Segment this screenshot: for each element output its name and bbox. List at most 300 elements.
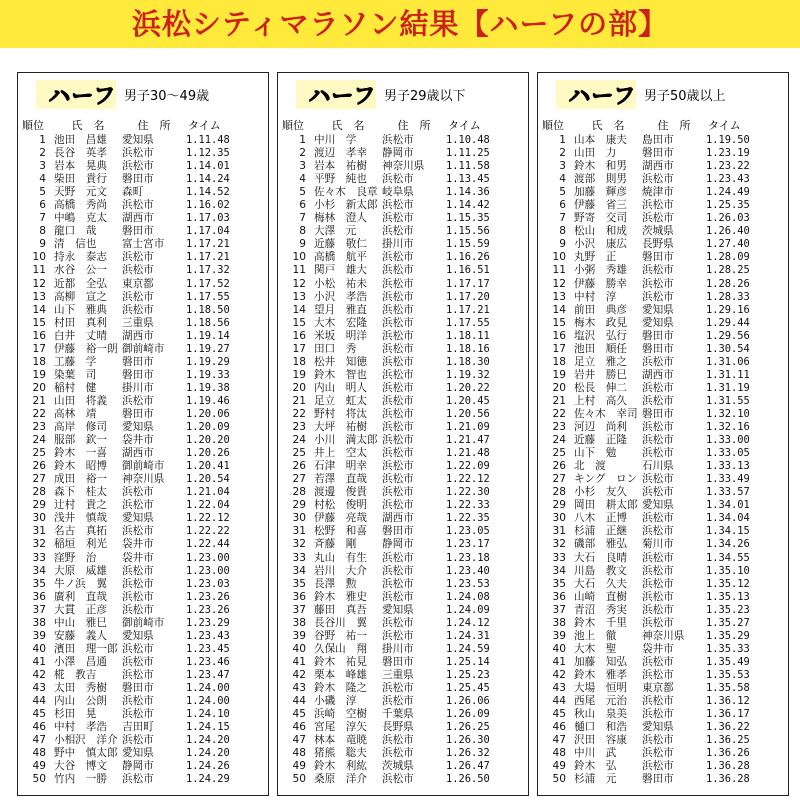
finish-time: 1.36.26 [706, 747, 750, 760]
runner-address: 茨城県 [642, 225, 674, 238]
rank: 37 [32, 603, 46, 616]
finish-time: 1.25.14 [446, 655, 490, 668]
rank: 14 [32, 303, 46, 316]
runner-name: 河辺 尚利 [574, 421, 627, 434]
race-label: ハーフ [568, 84, 636, 109]
category-label: 男子50歳以上 [644, 89, 726, 104]
finish-time: 1.20.09 [186, 421, 230, 434]
finish-time: 1.33.05 [706, 447, 750, 460]
runner-address: 浜松市 [642, 421, 674, 434]
finish-time: 1.14.01 [186, 160, 230, 173]
rank: 42 [292, 668, 306, 681]
finish-time: 1.26.09 [446, 708, 490, 721]
runner-address: 磐田市 [122, 173, 154, 186]
result-row [538, 434, 788, 447]
runner-name: 丸野 正 [574, 251, 617, 264]
runner-address: 浜松市 [122, 577, 154, 590]
runner-address: 浜松市 [122, 603, 154, 616]
result-row [278, 682, 528, 695]
rank: 39 [292, 629, 306, 642]
finish-time: 1.11.58 [446, 160, 490, 173]
finish-time: 1.35.49 [706, 655, 750, 668]
finish-time: 1.35.27 [706, 616, 750, 629]
runner-address: 浜松市 [382, 447, 414, 460]
result-row [18, 186, 268, 199]
runner-name: 村田 真利 [54, 316, 107, 329]
result-row [538, 512, 788, 525]
result-row [278, 591, 528, 604]
runner-address: 浜松市 [382, 434, 414, 447]
result-row [278, 238, 528, 251]
rank: 15 [32, 316, 46, 329]
rank: 37 [292, 603, 306, 616]
rank: 18 [552, 355, 566, 368]
result-row [278, 225, 528, 238]
rank: 17 [32, 342, 46, 355]
rank: 39 [552, 629, 566, 642]
runner-name: 辻村 貴之 [54, 499, 107, 512]
time-header: タイム [188, 119, 221, 132]
result-row [538, 525, 788, 538]
runner-name: 内山 明人 [314, 381, 367, 394]
rank: 6 [39, 199, 46, 212]
runner-address: 吉田町 [122, 721, 154, 734]
runner-address: 袋井市 [122, 434, 154, 447]
runner-name: 杉浦 正継 [574, 525, 627, 538]
finish-time: 1.35.29 [706, 629, 750, 642]
result-row [538, 578, 788, 591]
runner-name: 浅井 慎哉 [54, 512, 107, 525]
rank: 4 [299, 173, 306, 186]
runner-address: 浜松市 [382, 577, 414, 590]
finish-time: 1.16.51 [446, 264, 490, 277]
result-row [18, 212, 268, 225]
runner-name: 水谷 公一 [54, 264, 107, 277]
runner-name: 山崎 直樹 [574, 590, 627, 603]
runner-address: 浜松市 [642, 434, 674, 447]
runner-address: 御前崎市 [122, 616, 165, 629]
runner-name: 望月 雅直 [314, 303, 367, 316]
rank: 7 [559, 212, 566, 225]
result-row [278, 747, 528, 760]
runner-address: 磐田市 [122, 355, 154, 368]
result-row [278, 421, 528, 434]
runner-address: 浜松市 [382, 277, 414, 290]
runner-name: 中嶋 克太 [54, 212, 107, 225]
rank-header: 順位 [282, 119, 304, 132]
rank: 12 [292, 277, 306, 290]
result-row [18, 434, 268, 447]
runner-name: 石津 明幸 [314, 460, 367, 473]
result-row [538, 330, 788, 343]
runner-address: 浜松市 [642, 590, 674, 603]
runner-address: 浜松市 [382, 499, 414, 512]
runner-name: 鈴木 昭博 [54, 460, 107, 473]
result-row [18, 356, 268, 369]
runner-address: 浜松市 [382, 629, 414, 642]
runner-name: 天野 元文 [54, 186, 107, 199]
result-row [538, 721, 788, 734]
finish-time: 1.25.45 [446, 681, 490, 694]
result-row [18, 225, 268, 238]
runner-address: 磐田市 [122, 407, 154, 420]
runner-name: 斉藤 剛 [314, 538, 357, 551]
rank: 28 [552, 486, 566, 499]
finish-time: 1.17.03 [186, 212, 230, 225]
runner-address: 磐田市 [122, 368, 154, 381]
result-row [538, 538, 788, 551]
runner-name: 高橋 航平 [314, 251, 367, 264]
finish-time: 1.35.58 [706, 681, 750, 694]
finish-time: 1.17.21 [186, 251, 230, 264]
runner-name: 松井 知徳 [314, 355, 367, 368]
result-row [18, 708, 268, 721]
rank: 46 [292, 721, 306, 734]
finish-time: 1.34.01 [706, 499, 750, 512]
result-row [278, 278, 528, 291]
runner-name: 樋口 和浩 [574, 721, 627, 734]
result-row [278, 134, 528, 147]
finish-time: 1.20.20 [186, 434, 230, 447]
finish-time: 1.20.45 [446, 394, 490, 407]
rank: 43 [552, 681, 566, 694]
finish-time: 1.24.59 [446, 642, 490, 655]
runner-address: 湖西市 [642, 368, 674, 381]
finish-time: 1.28.25 [706, 264, 750, 277]
runner-address: 磐田市 [642, 407, 674, 420]
finish-time: 1.34.55 [706, 551, 750, 564]
runner-name: 渡部 則男 [574, 173, 627, 186]
runner-name: 鈴木 雅孝 [574, 668, 627, 681]
runner-address: 浜松市 [382, 394, 414, 407]
finish-time: 1.34.04 [706, 512, 750, 525]
runner-address: 石川県 [642, 460, 674, 473]
column-header [278, 119, 528, 132]
runner-name: 中川 武 [574, 747, 617, 760]
finish-time: 1.26.50 [446, 773, 490, 786]
rank: 40 [292, 642, 306, 655]
finish-time: 1.28.26 [706, 277, 750, 290]
runner-address: 菊川市 [642, 538, 674, 551]
result-row [18, 760, 268, 773]
result-row [278, 512, 528, 525]
runner-address: 浜松市 [642, 564, 674, 577]
result-row [18, 147, 268, 160]
rank: 40 [552, 642, 566, 655]
finish-time: 1.24.15 [186, 721, 230, 734]
finish-time: 1.20.26 [186, 447, 230, 460]
result-row [18, 173, 268, 186]
runner-name: 杉浦 元 [574, 773, 617, 786]
result-row [278, 330, 528, 343]
finish-time: 1.29.56 [706, 329, 750, 342]
runner-address: 磐田市 [642, 342, 674, 355]
panel-header [278, 73, 528, 119]
rank: 8 [299, 225, 306, 238]
finish-time: 1.19.32 [446, 368, 490, 381]
finish-time: 1.35.12 [706, 577, 750, 590]
finish-time: 1.23.43 [706, 173, 750, 186]
runner-address: 袋井市 [122, 551, 154, 564]
finish-time: 1.18.11 [446, 329, 490, 342]
runner-name: 岩本 祐樹 [314, 160, 367, 173]
result-row [18, 382, 268, 395]
finish-time: 1.26.03 [706, 212, 750, 225]
runner-name: 伊藤 亮哉 [314, 512, 367, 525]
result-row [538, 278, 788, 291]
finish-time: 1.31.55 [706, 394, 750, 407]
runner-name: 松長 伸二 [574, 381, 627, 394]
rank: 3 [39, 160, 46, 173]
runner-address: 浜松市 [642, 447, 674, 460]
result-row [278, 304, 528, 317]
rank: 41 [292, 655, 306, 668]
result-row [278, 199, 528, 212]
finish-time: 1.20.22 [446, 381, 490, 394]
runner-name: 久保山 翔 [314, 642, 367, 655]
result-row [18, 565, 268, 578]
rank: 27 [292, 473, 306, 486]
runner-name: 足立 虹太 [314, 394, 367, 407]
rank: 9 [299, 238, 306, 251]
finish-time: 1.24.31 [446, 629, 490, 642]
finish-time: 1.35.23 [706, 603, 750, 616]
result-row [278, 395, 528, 408]
runner-address: 愛知県 [122, 512, 154, 525]
runner-address: 浜松市 [382, 199, 414, 212]
rank: 19 [32, 368, 46, 381]
result-row [538, 708, 788, 721]
result-row [538, 421, 788, 434]
result-row [18, 669, 268, 682]
finish-time: 1.24.09 [446, 603, 490, 616]
rank: 19 [292, 368, 306, 381]
finish-time: 1.18.16 [446, 342, 490, 355]
runner-name: 山本 康夫 [574, 134, 627, 146]
runner-name: 大澤 元 [314, 225, 357, 238]
runner-address: 東京都 [642, 681, 674, 694]
rank: 45 [292, 708, 306, 721]
runner-address: 浜松市 [122, 590, 154, 603]
rank: 47 [552, 734, 566, 747]
rank: 31 [292, 525, 306, 538]
runner-name: 佐々木 良章 [314, 186, 378, 199]
runner-name: 山下 勉 [574, 447, 617, 460]
runner-name: 秋山 泉美 [574, 708, 627, 721]
finish-time: 1.21.47 [446, 434, 490, 447]
runner-name: 佐々木 幸司 [574, 407, 638, 420]
rank: 16 [552, 329, 566, 342]
rank: 11 [292, 264, 306, 277]
finish-time: 1.36.17 [706, 708, 750, 721]
rank: 48 [292, 747, 306, 760]
runner-address: 浜松市 [642, 277, 674, 290]
rank: 28 [32, 486, 46, 499]
runner-name: 工藤 学 [54, 355, 97, 368]
rank: 49 [32, 760, 46, 773]
result-row [278, 343, 528, 356]
result-row [278, 460, 528, 473]
rank: 29 [292, 499, 306, 512]
finish-time: 1.20.06 [186, 407, 230, 420]
runner-address: 焼津市 [642, 186, 674, 199]
runner-address: 浜松市 [382, 421, 414, 434]
result-row [278, 604, 528, 617]
result-row [538, 238, 788, 251]
rank: 31 [32, 525, 46, 538]
runner-address: 浜松市 [642, 747, 674, 760]
runner-address: 磐田市 [122, 225, 154, 238]
result-row [18, 552, 268, 565]
runner-name: 沢田 容康 [574, 734, 627, 747]
runner-address: 浜松市 [122, 642, 154, 655]
rank: 43 [32, 681, 46, 694]
finish-time: 1.23.47 [186, 668, 230, 681]
result-row [538, 552, 788, 565]
runner-name: 丸山 有生 [314, 551, 367, 564]
finish-time: 1.23.46 [186, 655, 230, 668]
rank: 8 [39, 225, 46, 238]
finish-time: 1.35.10 [706, 564, 750, 577]
rank: 35 [32, 577, 46, 590]
runner-address: 浜松市 [642, 734, 674, 747]
finish-time: 1.20.54 [186, 473, 230, 486]
rank: 27 [552, 473, 566, 486]
runner-name: 高橋 秀尚 [54, 199, 107, 212]
result-row [538, 604, 788, 617]
runner-address: 浜松市 [122, 160, 154, 173]
runner-address: 千葉県 [382, 708, 414, 721]
rank: 20 [552, 381, 566, 394]
rank: 33 [292, 551, 306, 564]
finish-time: 1.22.09 [446, 460, 490, 473]
rank: 5 [559, 186, 566, 199]
runner-name: 伊藤 裕一朗 [54, 342, 118, 355]
result-row [538, 251, 788, 264]
runner-name: 太田 秀樹 [54, 681, 107, 694]
rank: 20 [32, 381, 46, 394]
rank: 1 [559, 134, 566, 146]
finish-time: 1.32.16 [706, 421, 750, 434]
result-row [18, 460, 268, 473]
runner-name: 藤田 真吾 [314, 603, 367, 616]
runner-name: 白井 丈晴 [54, 329, 107, 342]
finish-time: 1.16.02 [186, 199, 230, 212]
runner-address: 浜松市 [642, 381, 674, 394]
finish-time: 1.23.53 [446, 577, 490, 590]
rank: 42 [32, 668, 46, 681]
runner-address: 磐田市 [122, 681, 154, 694]
finish-time: 1.23.40 [446, 564, 490, 577]
runner-address: 浜松市 [642, 668, 674, 681]
runner-name: 柴田 貴行 [54, 173, 107, 186]
result-row [278, 317, 528, 330]
rank: 4 [39, 173, 46, 186]
result-row [18, 343, 268, 356]
result-row [18, 499, 268, 512]
runner-address: 愛知県 [122, 421, 154, 434]
result-row [278, 643, 528, 656]
result-row [538, 160, 788, 173]
runner-name: 中山 雅巳 [54, 616, 107, 629]
runner-address: 長野県 [642, 238, 674, 251]
runner-name: 小沢 康広 [574, 238, 627, 251]
result-row [278, 382, 528, 395]
runner-name: 西尾 元治 [574, 695, 627, 708]
result-row [18, 604, 268, 617]
result-row [18, 591, 268, 604]
runner-address: 神奈川県 [642, 629, 685, 642]
result-row [538, 199, 788, 212]
runner-name: 上村 高久 [574, 394, 627, 407]
finish-time: 1.24.10 [186, 708, 230, 721]
rank: 40 [32, 642, 46, 655]
result-row [538, 499, 788, 512]
rank: 48 [552, 747, 566, 760]
runner-address: 浜松市 [382, 264, 414, 277]
rank: 27 [32, 473, 46, 486]
runner-name: 田口 秀 [314, 342, 357, 355]
finish-time: 1.19.38 [186, 381, 230, 394]
result-row [278, 708, 528, 721]
rank: 21 [552, 394, 566, 407]
runner-name: 梅木 政見 [574, 316, 627, 329]
runner-address: 浜松市 [122, 564, 154, 577]
runner-address: 磐田市 [382, 655, 414, 668]
rank: 38 [552, 616, 566, 629]
finish-time: 1.19.33 [186, 368, 230, 381]
finish-time: 1.17.55 [186, 290, 230, 303]
finish-time: 1.18.56 [186, 316, 230, 329]
finish-time: 1.17.52 [186, 277, 230, 290]
finish-time: 1.19.29 [186, 355, 230, 368]
runner-name: 小澤 昌通 [54, 655, 107, 668]
finish-time: 1.29.16 [706, 303, 750, 316]
finish-time: 1.35.53 [706, 668, 750, 681]
result-row [278, 147, 528, 160]
rank: 31 [552, 525, 566, 538]
runner-address: 浜松市 [122, 525, 154, 538]
finish-time: 1.20.56 [446, 407, 490, 420]
result-row [538, 447, 788, 460]
runner-address: 静岡市 [382, 147, 414, 160]
finish-time: 1.28.09 [706, 251, 750, 264]
finish-time: 1.22.30 [446, 486, 490, 499]
rank: 32 [32, 538, 46, 551]
runner-name: 小磯 淳 [314, 695, 357, 708]
rank: 22 [32, 407, 46, 420]
rank: 36 [292, 590, 306, 603]
runner-name: 竹内 一勝 [54, 773, 107, 786]
time-header: タイム [708, 119, 741, 132]
runner-name: 北 渡 [574, 460, 606, 473]
result-row [538, 304, 788, 317]
runner-name: 渡辺 孝幸 [314, 147, 367, 160]
name-header: 氏 名 [591, 119, 625, 132]
result-row [538, 395, 788, 408]
result-row [18, 447, 268, 460]
runner-name: 高林 靖 [54, 407, 97, 420]
runner-name: 岩川 大介 [314, 564, 367, 577]
rank: 44 [552, 695, 566, 708]
runner-name: 鈴木 隆之 [314, 681, 367, 694]
runner-address: 三重県 [382, 668, 414, 681]
runner-address: 浜松市 [382, 564, 414, 577]
result-row [538, 486, 788, 499]
runner-name: 高岸 修司 [54, 421, 107, 434]
runner-address: 浜松市 [122, 773, 154, 786]
result-row [18, 317, 268, 330]
